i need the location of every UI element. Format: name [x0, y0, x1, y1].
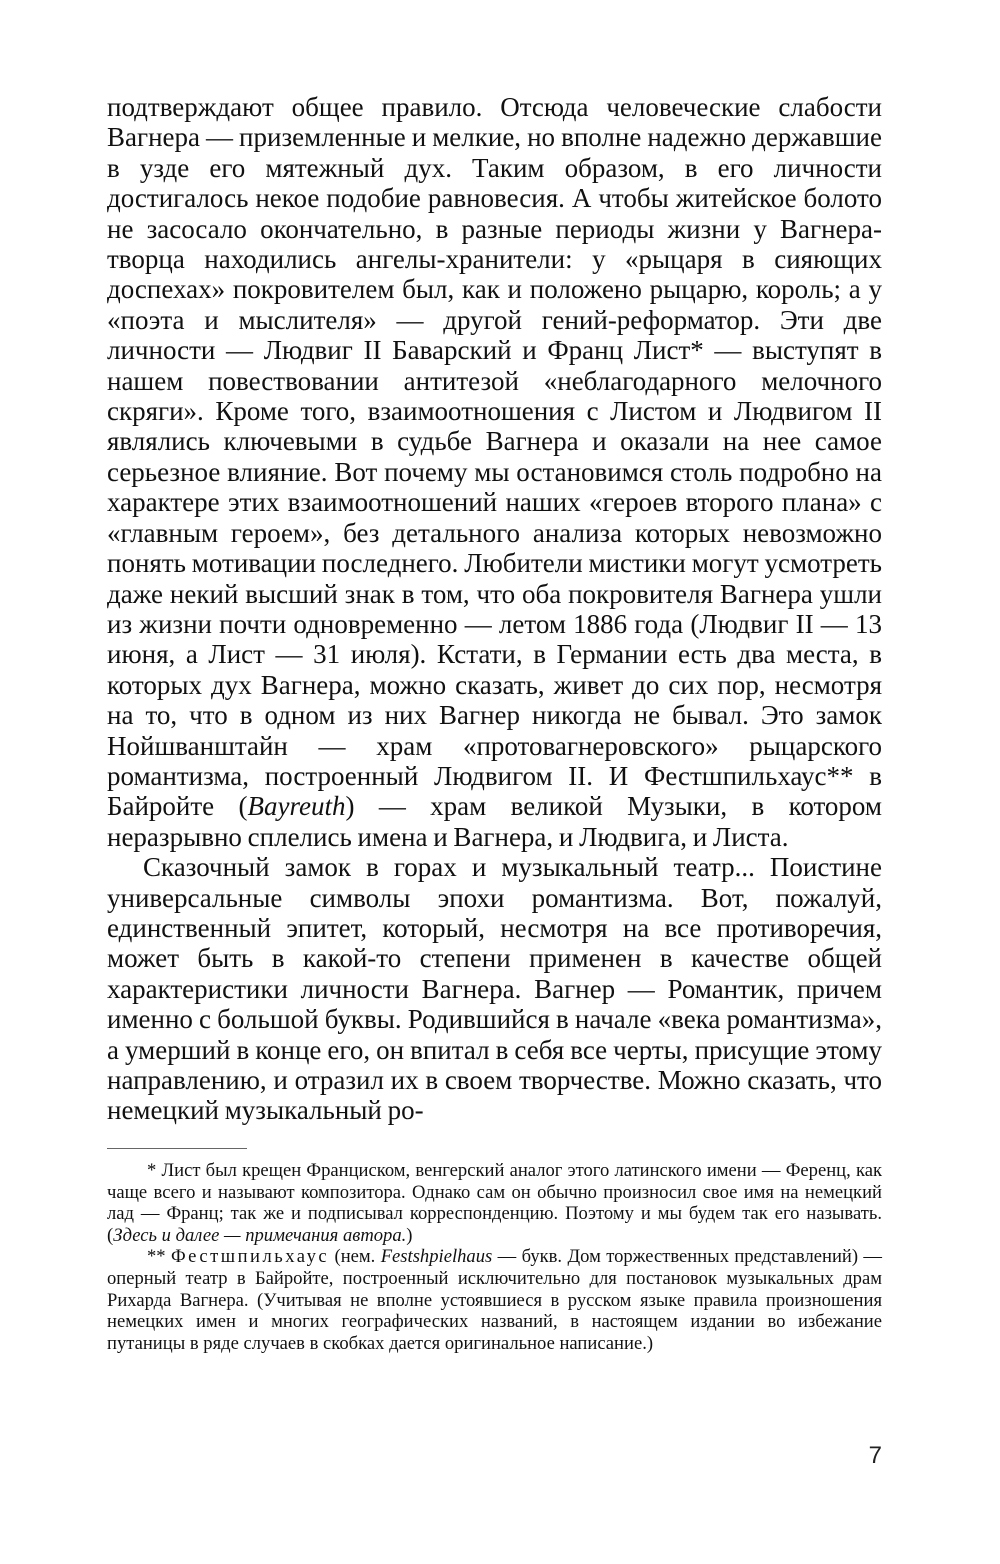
main-text-block — [107, 92, 882, 1126]
footnote-1-italic: Здесь и далее — примечания автора. — [113, 1224, 407, 1246]
paragraph-2: Сказочный замок в горах и музыкальный театр... Поистине универсальные символы эпохи романтизма. Вот, пожалуй, единственный эпитет, который, несмотря на все противоречия, может быть в какой-то степени применен в качестве общей характеристики личности Вагнера. Вагнер — Романтик, причем именно с большой буквы. Родившийся в начале «века романтизма», а умерший в конце его, он впитал в себя все черты, присущие этому направлению, и отразил их в своем творчестве. Можно сказать, что немецкий музыкальный ро- — [107, 852, 882, 1126]
footnote-1-end: ) — [406, 1224, 413, 1246]
footnote-2-text-a: (нем. — [329, 1246, 381, 1268]
footnote-2-term: Фестшпильхаус — [170, 1246, 330, 1268]
footnote-2 — [107, 1246, 882, 1354]
footnote-divider — [107, 1148, 247, 1149]
page-number: 7 — [868, 1442, 882, 1469]
footnote-2-mark: ** — [147, 1246, 171, 1268]
paragraph-1-text: подтверждают общее правило. Отсюда человеческие слабости Вагнера — приземленные и мелкие, но вполне надежно державшие в узде его мятежный дух. Таким образом, в его личности достигалось некое подобие равновесия. А чтобы житейское болото не засосало окончательно, в разные периоды жизни у Вагнера-творца находились ангелы-хранители: у «рыцаря в сияющих доспехах» покровителем был, как и положено рыцарю, король; а у «поэта и мыслителя» — другой гений-реформатор. Эти две личности — Людвиг II Баварский и Франц Лист* — выступят в нашем повествовании антитезой «неблагодарного мелочного скряги». Кроме того, взаимоотношения с Листом и Людвигом II являлись ключевыми в судьбе Вагнера и оказали на нее самое серьезное влияние. Вот почему мы остановимся столь подробно на характере этих взаимоотношений наших «героев второго плана» с «главным героем», без детального анализа которых невозможно понять мотивации последнего. Любители мистики могут усмотреть даже некий высший знак в том, что оба покровителя Вагнера ушли из жизни почти одновременно — летом 1886 года (Людвиг II — 13 июня, а Лист — 31 июля). Кстати, в Германии есть два места, в которых дух Вагнера, можно сказать, живет до сих пор, несмотря на то, что в одном из них Вагнер никогда не бывал. Это замок Нойшванштайн — храм «протовагнеровского» рыцарского романтизма, построенный Людвигом II. И Фестшпильхаус** в Байройте ( — [107, 92, 882, 822]
footnote-2-text-b: — букв. Дом торжественных представлений) — оперный театр в Байройте, построенный исключительно для постановок музыкальных драм Рихарда Вагнера. (Учитывая не вполне устоявшиеся в русском языке правила произношения немецких имен и многих географических названий, в настоящем издании во избежание путаницы в ряде случаев в скобках дается оригинальное написание.) — [107, 1246, 882, 1354]
footnote-1 — [107, 1160, 882, 1246]
paragraph-1-end: ) — храм великой Музыки, в котором неразрывно сплелись имена и Вагнера, и Людвига, и Листа. — [107, 791, 882, 852]
footnote-1-text: * Лист был крещен Франциском, венгерский аналог этого латинского имени — Ференц, как чаще всего и называют композитора. Однако сам он обычно произносил свое имя на немецкий лад — Франц; так же и подписывал корреспонденцию. Поэтому и мы будем так его называть. ( — [107, 1160, 882, 1246]
paragraph-1 — [107, 92, 882, 852]
footnote-2-italic: Festshpielhaus — [380, 1246, 493, 1268]
bayreuth-italic: Bayreuth — [247, 791, 346, 822]
footnotes — [107, 1160, 882, 1354]
